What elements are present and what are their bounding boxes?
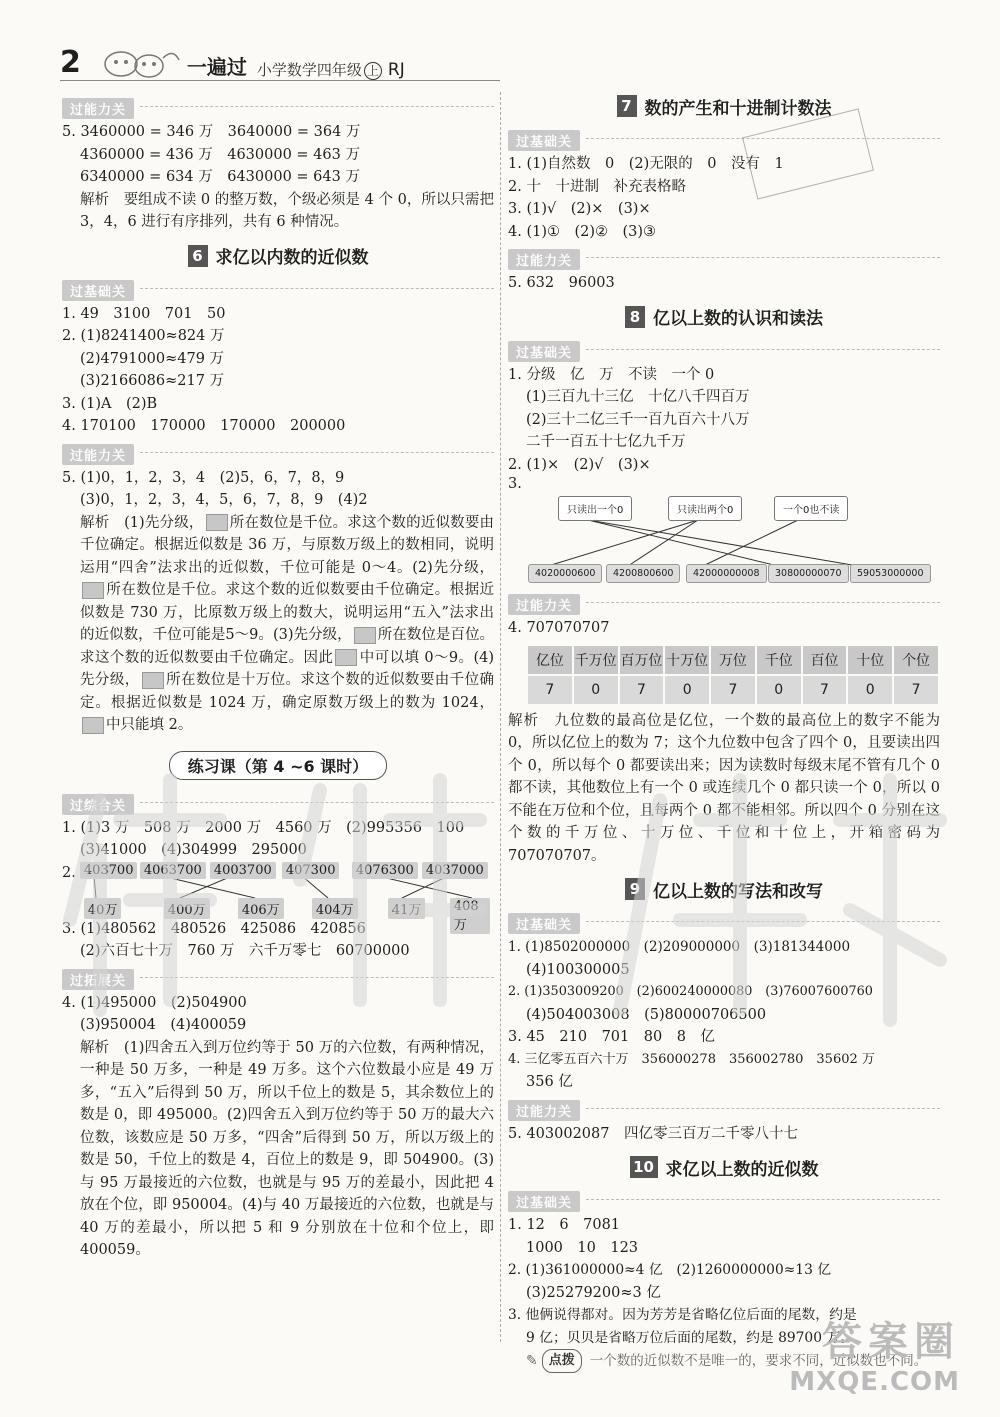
diagram-number: 42000000008 (686, 564, 767, 583)
match-approx: 408万 (450, 898, 490, 934)
diagram-label: 只读出一个0 (558, 496, 632, 521)
match-approx: 41万 (388, 898, 426, 919)
tip-text: 一个数的近似数不是唯一的，要求不同，近似数也不同。 (589, 1353, 928, 1369)
analysis-paragraph: 解析 (1)先分级， 所在数位是千位。求这个数的近似数要由千位确定。根据近似数是 36 万，与原数万级上的数相同，说明运用“四舍”法求出的近似数，千位可能是 0～4。(2)先分级，所在数位是千位。求这个数的近似数要由千位确定。根据近似数是 730 万，比原数万级上的数大，说明运用“五入”法求出的近似数，千位可能是5～9。(3)先分级， 所在数位是百位。求这个数的近似数要由千位确定。因此 中可以填 0～9。(4)先分级， 所在数位是十万位。求这个数的近似数要由千位确定。根据近似数是 1024 万，确定原数万级上的数为 1024，中只能填 2。 (80, 514, 495, 733)
column-divider (500, 92, 501, 1342)
answer-line: (3)2166086≈217 万 (80, 373, 225, 389)
answer-line: (3)25279200≈3 亿 (526, 1284, 661, 1301)
diagram-number: 59053000000 (850, 564, 931, 583)
match-number: 403700 (80, 862, 138, 879)
diagram-number: 4200800600 (606, 564, 680, 583)
section-tag: 过能力关 (508, 1100, 580, 1121)
answer-line: (3)0，1，2，3，4，5，6，7，8，9 (4)2 (80, 492, 368, 508)
answer-line: 356 亿 (526, 1074, 573, 1090)
match-number: 407300 (282, 862, 340, 879)
section-tag: 过基础关 (508, 341, 580, 362)
answer-line: 5. 632 96003 (508, 275, 615, 291)
question-number: 2. (62, 864, 76, 881)
place-value: 0 (573, 675, 619, 705)
answer-line: 2. (1)3503009200 (2)600240000080 (3)76007600760 (508, 984, 873, 999)
section-number: 7 (617, 95, 637, 117)
brand-logo: 一遍过 (186, 55, 247, 79)
answer-line: 1. (1)自然数 0 (2)无限的 0 没有 1 (508, 156, 784, 172)
answer-line: (2)4791000≈479 万 (80, 350, 225, 367)
answer-line: 4. (1)① (2)② (3)③ (508, 223, 657, 240)
analysis-label: 解析 (80, 514, 110, 531)
answer-line: 二千一百五十七亿九千万 (526, 434, 686, 450)
place-header: 十位 (847, 645, 893, 675)
answer-line: 2. (1)8241400≈824 万 (62, 328, 225, 344)
mascot-illustration (99, 44, 181, 80)
answer-line: 4. 170100 170000 170000 200000 (62, 418, 346, 434)
tip-label: 点拨 (542, 1349, 582, 1373)
blank-box (82, 582, 104, 599)
answer-line: 3. 45 210 701 80 8 亿 (508, 1029, 715, 1045)
answer-line: 2. 十 十进制 补充表格略 (508, 178, 686, 195)
place-header: 千万位 (573, 645, 619, 675)
pencil-icon: ✎ (526, 1353, 538, 1369)
match-number: 4063700 (140, 862, 206, 879)
place-value: 0 (847, 675, 893, 705)
section-title-10 (508, 1153, 940, 1181)
place-header: 百位 (802, 645, 848, 675)
header-rule (60, 80, 500, 81)
book-title: 小学数学四年级 (256, 61, 362, 79)
left-column (62, 92, 494, 1262)
section-number: 10 (630, 1156, 658, 1178)
diagram-number: 4020000600 (528, 564, 602, 583)
section-heading: 亿以上数的写法和改写 (653, 881, 823, 902)
blank-box (354, 627, 376, 644)
answer-line: 2. (1)× (2)√ (3)× (508, 456, 651, 473)
place-header: 千位 (756, 645, 802, 675)
match-approx: 404万 (312, 898, 358, 919)
place-value: 0 (664, 675, 710, 705)
section-title-6 (62, 242, 494, 270)
match-number: 4076300 (352, 862, 418, 879)
section-tag: 过能力关 (62, 444, 134, 465)
answer-line: 4. 707070707 (508, 620, 610, 636)
analysis-label: 解析 (80, 191, 110, 208)
blank-box (206, 514, 228, 531)
grade-mark: 上 (364, 62, 382, 80)
match-number: 4003700 (210, 862, 276, 879)
answer-line: 3. (508, 476, 522, 492)
section-heading: 亿以上数的认识和读法 (653, 309, 823, 329)
answer-line: 1000 10 123 (526, 1239, 639, 1256)
answer-line: 3. (1)480562 480526 425086 420856 (62, 920, 366, 937)
answer-line: 4360000 = 436 万 4630000 = 463 万 (80, 146, 360, 163)
analysis-paragraph: 解析 要组成不读 0 的整万数，个级必须是 4 个 0，所以只需把 3，4，6 进行有序排列，共有 6 种情况。 (80, 191, 495, 230)
right-column (508, 92, 940, 1373)
section-tag: 过基础关 (508, 913, 580, 934)
answer-line: (1)三百九十三亿 十亿八千四百万 (526, 389, 750, 405)
section-tag: 过拓展关 (62, 969, 134, 990)
page-header (60, 40, 480, 80)
answer-line: 2. (1)361000000≈4 亿 (2)1260000000≈13 亿 (508, 1262, 832, 1278)
answer-line: 4. 三亿零五百六十万 356000278 356002780 35602 万 (508, 1051, 875, 1067)
place-header: 百万位 (619, 645, 665, 675)
answer-line: (2)六百七十万 760 万 六千万零七 60700000 (80, 943, 410, 959)
analysis-label: 解析 (80, 1039, 110, 1056)
section-heading: 求亿以上数的近似数 (665, 1159, 819, 1180)
analysis-paragraph: 解析 九位数的最高位是亿位，一个数的最高位上的数字不能为 0，所以亿位上的数为 7；这个九位数中包含了四个 0，且要读出四个 0，所以每个 0 都要读出来；因为读数时每级末尾不管有几个 0 都不读，其他数位上有一个 0 或连续几个 0 都只读一个 0，所以 0 不能在万位和个位，且每两个 0 都不能相邻。所以四个 0 分别在这个数的千万位、十万位、千位和十位上，开箱密码为 707070707。 (508, 712, 941, 864)
answer-line: (3)41000 (4)304999 295000 (80, 842, 307, 858)
place-value: 7 (619, 675, 665, 705)
place-value-table (526, 644, 940, 706)
section-tag: 过基础关 (508, 1191, 580, 1212)
blank-box (142, 672, 164, 689)
place-value-row (527, 675, 939, 705)
place-header: 亿位 (527, 645, 573, 675)
diagram-label: 一个0也不读 (774, 496, 848, 521)
analysis-paragraph: 解析 (1)四舍五入到万位约等于 50 万的六位数，有两种情况，一种是 50 万多，一种是 49 万多。这个六位数最小应是 49 万多，“五入”后得到 50 万，所以千位上的数是 5，其余数位上的数是 0，即 495000。(2)四舍五入到万位约等于 50 万的最大六位数，该数应是 50 万多，“四舍”后得到 50 万，所以万级上的数是 50，千位上的数是 4，百位上的数是 9，即 504900。(3)与 95 万最接近的六位数，也就是与 95 万的差最小，因此把 4 放在个位，即 950004。(4)与 40 万最接近的六位数，也就是与 40 万的差最小，所以把 5 和 9 分别放在十位和个位上，即 400059。 (80, 1039, 494, 1258)
answer-line: 1. 49 3100 701 50 (62, 305, 226, 322)
watermark-url: MXQE.COM (789, 1367, 960, 1397)
answer-line: 6340000 = 634 万 6430000 = 643 万 (80, 169, 360, 185)
watermark-title: 答案圈 (822, 1319, 960, 1365)
match-approx: 40万 (84, 898, 122, 919)
practice-title: 练习课（第 4 ~6 课时） (62, 751, 494, 780)
answer-line: 1. (1)3 万 508 万 2000 万 4560 万 (2)995356 100 (62, 819, 465, 836)
answer-line: 3. 他俩说得都对。因为芳芳是省略亿位后面的尾数，约是 (508, 1307, 857, 1323)
section-tag: 过基础关 (62, 280, 134, 301)
answer-line: (4)100300005 (526, 961, 630, 978)
section-title-9 (508, 875, 940, 903)
section-number: 9 (625, 878, 645, 900)
corner-watermark (789, 1310, 960, 1397)
answer-line: 9 亿；贝贝是省略万位后面的尾数，约是 89700 万。 (526, 1329, 854, 1346)
section-number: 8 (625, 306, 645, 328)
section-title-8 (508, 303, 940, 331)
reading-diagram (528, 492, 940, 588)
answer-line: 3. (1)A (2)B (62, 395, 158, 412)
answer-line: 4. (1)495000 (2)504900 (62, 994, 247, 1011)
match-approx: 400万 (164, 898, 210, 919)
match-number: 4037000 (422, 862, 488, 879)
answer-line: (4)504003008 (5)80000706500 (526, 1006, 767, 1023)
blank-box (335, 649, 357, 666)
answer-line: 5. 403002087 四亿零三百万二千零八十七 (508, 1125, 798, 1142)
section-tag: 过能力关 (508, 594, 580, 615)
place-value: 7 (802, 675, 848, 705)
edition: RJ (387, 60, 405, 80)
section-tag: 过能力关 (62, 98, 134, 119)
diagram-label: 只读出两个0 (668, 496, 742, 521)
place-value: 7 (710, 675, 756, 705)
answer-line: (2)三十二亿三千一百九百六十八万 (526, 411, 750, 428)
place-value: 0 (756, 675, 802, 705)
section-tag: 过基础关 (508, 130, 580, 151)
section-tag: 过能力关 (508, 249, 580, 270)
section-title-7 (508, 92, 940, 120)
place-header: 个位 (893, 645, 939, 675)
place-value: 7 (893, 675, 939, 705)
place-header-row (527, 645, 939, 675)
answer-line: 3. (1)√ (2)× (3)× (508, 201, 651, 217)
answer-line: 1. 12 6 7081 (508, 1217, 621, 1233)
analysis-label: 解析 (508, 712, 539, 729)
answer-line: 5. (1)0，1，2，3，4 (2)5，6，7，8，9 (62, 469, 345, 486)
place-header: 十万位 (664, 645, 710, 675)
answer-line: 5. 3460000 = 346 万 3640000 = 364 万 (62, 124, 361, 140)
answer-line: 1. 分级 亿 万 不读 一个 0 (508, 366, 715, 383)
place-header: 万位 (710, 645, 756, 675)
section-tag: 过综合关 (62, 794, 134, 815)
answer-line: 1. (1)8502000000 (2)209000000 (3)181344000 (508, 939, 851, 955)
answer-line: (3)950004 (4)400059 (80, 1017, 247, 1033)
page-number: 2 (60, 45, 81, 80)
section-heading: 数的产生和十进制计数法 (644, 98, 832, 119)
place-value: 7 (527, 675, 573, 705)
blank-box (82, 717, 104, 734)
section-heading: 求亿以内数的近似数 (215, 248, 369, 268)
diagram-number: 30800000070 (768, 564, 849, 583)
match-approx: 406万 (238, 898, 284, 919)
section-number: 6 (188, 245, 208, 267)
